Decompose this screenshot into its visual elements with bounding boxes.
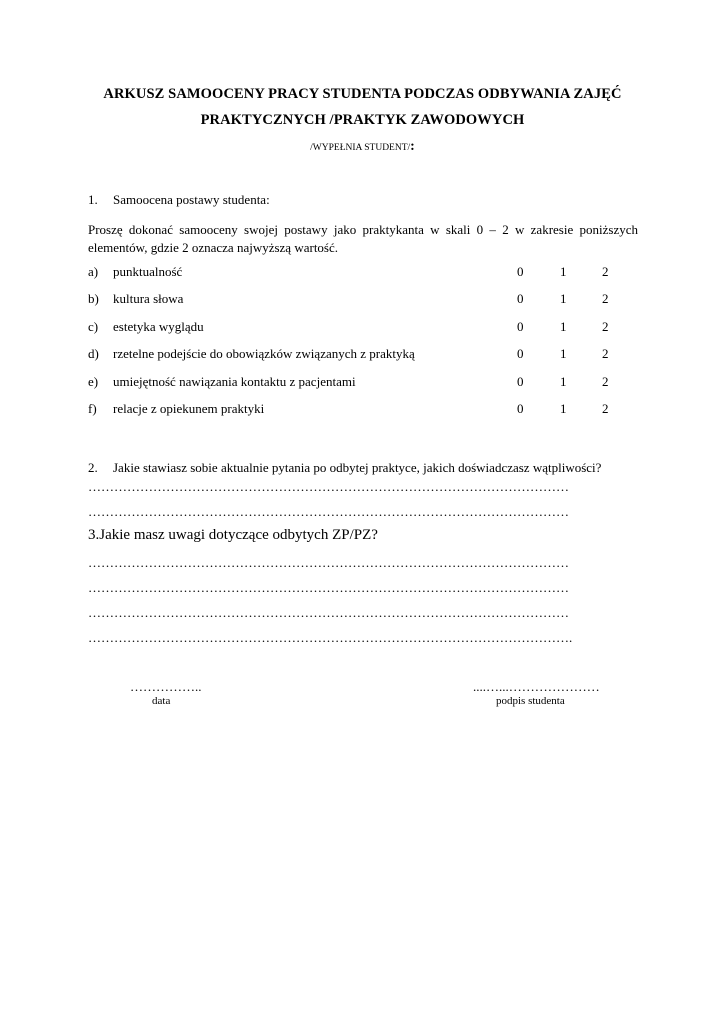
assessment-item-speech-culture — [88, 291, 648, 309]
score-option-2[interactable]: 2 — [602, 319, 609, 334]
answer-line-3-4[interactable]: …………………………………………………………………………………………………. — [88, 630, 573, 645]
score-option-0[interactable]: 0 — [517, 319, 524, 334]
score-option-2[interactable]: 2 — [602, 401, 609, 416]
subtitle-text: /WYPEŁNIA STUDENT/ — [310, 143, 411, 153]
section-3-question: 3.Jakie masz uwagi dotyczące odbytych ZP/PZ? — [88, 527, 378, 543]
score-option-0[interactable]: 0 — [517, 264, 524, 279]
score-option-0[interactable]: 0 — [517, 401, 524, 416]
assessment-item-punctuality — [88, 264, 648, 282]
item-letter: d) — [88, 346, 99, 361]
item-letter: c) — [88, 319, 99, 334]
answer-line-3-2[interactable]: ………………………………………………………………………………………………… — [88, 580, 569, 595]
document-title-line-1: ARKUSZ SAMOOCENY PRACY STUDENTA PODCZAS ODBYWANIA ZAJĘĆ — [103, 86, 622, 102]
date-label: data — [152, 695, 171, 707]
answer-line-2-2[interactable]: ………………………………………………………………………………………………… — [88, 504, 569, 519]
assessment-item-diligence — [88, 346, 648, 364]
section-1-title: Samoocena postawy studenta: — [113, 192, 270, 207]
score-option-1[interactable]: 1 — [560, 346, 567, 361]
section-1-number: 1. — [88, 192, 98, 207]
score-option-0[interactable]: 0 — [517, 374, 524, 389]
document-title-line-2: PRAKTYCZNYCH /PRAKTYK ZAWODOWYCH — [200, 112, 525, 128]
signature-field[interactable]: ....…...………………… — [473, 679, 600, 694]
score-option-1[interactable]: 1 — [560, 319, 567, 334]
item-label: estetyka wyglądu — [113, 319, 204, 334]
item-label: kultura słowa — [113, 291, 184, 306]
item-label: umiejętność nawiązania kontaktu z pacjentami — [113, 374, 356, 389]
score-option-1[interactable]: 1 — [560, 401, 567, 416]
subtitle-colon: : — [410, 139, 415, 154]
assessment-item-appearance — [88, 319, 648, 337]
section-2-number: 2. — [88, 460, 98, 475]
signature-label: podpis studenta — [496, 695, 565, 707]
item-letter: a) — [88, 264, 99, 279]
item-label: relacje z opiekunem praktyki — [113, 401, 265, 416]
answer-line-3-3[interactable]: ………………………………………………………………………………………………… — [88, 605, 569, 620]
score-option-2[interactable]: 2 — [602, 291, 609, 306]
date-field[interactable]: …………….. — [130, 679, 202, 694]
assessment-item-patient-contact — [88, 374, 648, 392]
score-option-1[interactable]: 1 — [560, 374, 567, 389]
document-subtitle — [0, 139, 725, 155]
score-option-2[interactable]: 2 — [602, 374, 609, 389]
section-2-question — [88, 460, 601, 476]
item-letter: b) — [88, 291, 99, 306]
item-letter: f) — [88, 401, 97, 416]
item-letter: e) — [88, 374, 99, 389]
score-option-2[interactable]: 2 — [602, 346, 609, 361]
section-2-text: Jakie stawiasz sobie aktualnie pytania po odbytej praktyce, jakich doświadczasz wątpliwości? — [113, 460, 602, 475]
assessment-item-supervisor-relations — [88, 401, 648, 419]
score-option-1[interactable]: 1 — [560, 264, 567, 279]
section-1-instructions: Proszę dokonać samooceny swojej postawy jako praktykanta w skali 0 – 2 w zakresie poniższych elementów, gdzie 2 oznacza najwyższą wartość. — [88, 222, 638, 255]
item-label: rzetelne podejście do obowiązków związanych z praktyką — [113, 346, 415, 361]
answer-line-3-1[interactable]: ………………………………………………………………………………………………… — [88, 555, 569, 570]
score-option-2[interactable]: 2 — [602, 264, 609, 279]
score-option-0[interactable]: 0 — [517, 346, 524, 361]
score-option-0[interactable]: 0 — [517, 291, 524, 306]
score-option-1[interactable]: 1 — [560, 291, 567, 306]
item-label: punktualność — [113, 264, 183, 279]
section-1-heading — [88, 192, 270, 208]
answer-line-2-1[interactable]: ………………………………………………………………………………………………… — [88, 479, 569, 494]
